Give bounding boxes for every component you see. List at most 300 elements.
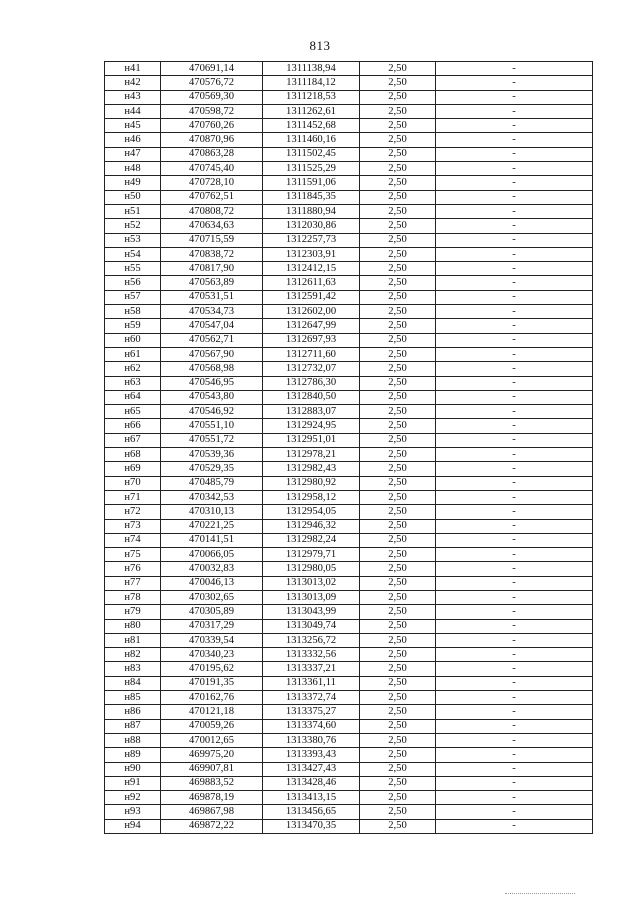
y-coordinate-cell: 1313013,02 xyxy=(263,576,360,590)
table-row xyxy=(105,590,593,604)
point-id-cell: н51 xyxy=(105,204,161,218)
table-row xyxy=(105,176,593,190)
table-row xyxy=(105,576,593,590)
x-coordinate-cell: 470567,90 xyxy=(161,347,263,361)
x-coordinate-cell: 470340,23 xyxy=(161,648,263,662)
x-coordinate-cell: 470817,90 xyxy=(161,262,263,276)
y-coordinate-cell: 1312697,93 xyxy=(263,333,360,347)
note-cell: - xyxy=(436,419,593,433)
accuracy-cell: 2,50 xyxy=(360,676,436,690)
y-coordinate-cell: 1313256,72 xyxy=(263,633,360,647)
table-row xyxy=(105,262,593,276)
x-coordinate-cell: 470760,26 xyxy=(161,119,263,133)
note-cell: - xyxy=(436,490,593,504)
table-row xyxy=(105,90,593,104)
accuracy-cell: 2,50 xyxy=(360,390,436,404)
point-id-cell: н80 xyxy=(105,619,161,633)
y-coordinate-cell: 1311525,29 xyxy=(263,162,360,176)
note-cell: - xyxy=(436,104,593,118)
x-coordinate-cell: 470539,36 xyxy=(161,448,263,462)
y-coordinate-cell: 1313470,35 xyxy=(263,819,360,833)
table-row xyxy=(105,390,593,404)
x-coordinate-cell: 470568,98 xyxy=(161,362,263,376)
note-cell: - xyxy=(436,133,593,147)
table-row xyxy=(105,147,593,161)
x-coordinate-cell: 470551,72 xyxy=(161,433,263,447)
y-coordinate-cell: 1311452,68 xyxy=(263,119,360,133)
x-coordinate-cell: 470141,51 xyxy=(161,533,263,547)
x-coordinate-cell: 470562,71 xyxy=(161,333,263,347)
note-cell: - xyxy=(436,776,593,790)
accuracy-cell: 2,50 xyxy=(360,219,436,233)
accuracy-cell: 2,50 xyxy=(360,347,436,361)
note-cell: - xyxy=(436,619,593,633)
y-coordinate-cell: 1313043,99 xyxy=(263,605,360,619)
point-id-cell: н75 xyxy=(105,548,161,562)
x-coordinate-cell: 470310,13 xyxy=(161,505,263,519)
point-id-cell: н58 xyxy=(105,305,161,319)
point-id-cell: н74 xyxy=(105,533,161,547)
note-cell: - xyxy=(436,791,593,805)
note-cell: - xyxy=(436,676,593,690)
x-coordinate-cell: 470808,72 xyxy=(161,204,263,218)
y-coordinate-cell: 1313427,43 xyxy=(263,762,360,776)
y-coordinate-cell: 1312257,73 xyxy=(263,233,360,247)
page-number: 813 xyxy=(309,38,331,53)
accuracy-cell: 2,50 xyxy=(360,204,436,218)
point-id-cell: н49 xyxy=(105,176,161,190)
point-id-cell: н84 xyxy=(105,676,161,690)
table-row xyxy=(105,162,593,176)
point-id-cell: н59 xyxy=(105,319,161,333)
x-coordinate-cell: 470529,35 xyxy=(161,462,263,476)
accuracy-cell: 2,50 xyxy=(360,333,436,347)
point-id-cell: н54 xyxy=(105,247,161,261)
y-coordinate-cell: 1312303,91 xyxy=(263,247,360,261)
x-coordinate-cell: 470728,10 xyxy=(161,176,263,190)
point-id-cell: н79 xyxy=(105,605,161,619)
table-row xyxy=(105,119,593,133)
accuracy-cell: 2,50 xyxy=(360,519,436,533)
point-id-cell: н42 xyxy=(105,76,161,90)
table-row xyxy=(105,605,593,619)
note-cell: - xyxy=(436,376,593,390)
y-coordinate-cell: 1312954,05 xyxy=(263,505,360,519)
note-cell: - xyxy=(436,633,593,647)
note-cell: - xyxy=(436,805,593,819)
accuracy-cell: 2,50 xyxy=(360,748,436,762)
y-coordinate-cell: 1313393,43 xyxy=(263,748,360,762)
y-coordinate-cell: 1311218,53 xyxy=(263,90,360,104)
accuracy-cell: 2,50 xyxy=(360,305,436,319)
point-id-cell: н64 xyxy=(105,390,161,404)
point-id-cell: н44 xyxy=(105,104,161,118)
x-coordinate-cell: 470534,73 xyxy=(161,305,263,319)
table-row xyxy=(105,519,593,533)
y-coordinate-cell: 1312591,42 xyxy=(263,290,360,304)
y-coordinate-cell: 1313332,56 xyxy=(263,648,360,662)
note-cell: - xyxy=(436,533,593,547)
point-id-cell: н48 xyxy=(105,162,161,176)
x-coordinate-cell: 470576,72 xyxy=(161,76,263,90)
x-coordinate-cell: 470059,26 xyxy=(161,719,263,733)
x-coordinate-cell: 470195,62 xyxy=(161,662,263,676)
point-id-cell: н62 xyxy=(105,362,161,376)
table-row xyxy=(105,505,593,519)
point-id-cell: н76 xyxy=(105,562,161,576)
point-id-cell: н78 xyxy=(105,590,161,604)
y-coordinate-cell: 1312980,92 xyxy=(263,476,360,490)
note-cell: - xyxy=(436,476,593,490)
x-coordinate-cell: 469883,52 xyxy=(161,776,263,790)
x-coordinate-cell: 469975,20 xyxy=(161,748,263,762)
accuracy-cell: 2,50 xyxy=(360,190,436,204)
table-row xyxy=(105,76,593,90)
x-coordinate-cell: 470317,29 xyxy=(161,619,263,633)
note-cell: - xyxy=(436,519,593,533)
y-coordinate-cell: 1311184,12 xyxy=(263,76,360,90)
y-coordinate-cell: 1312924,95 xyxy=(263,419,360,433)
note-cell: - xyxy=(436,90,593,104)
y-coordinate-cell: 1312786,30 xyxy=(263,376,360,390)
point-id-cell: н47 xyxy=(105,147,161,161)
y-coordinate-cell: 1312030,86 xyxy=(263,219,360,233)
note-cell: - xyxy=(436,433,593,447)
y-coordinate-cell: 1313413,15 xyxy=(263,791,360,805)
note-cell: - xyxy=(436,605,593,619)
table-row xyxy=(105,290,593,304)
table-row xyxy=(105,733,593,747)
accuracy-cell: 2,50 xyxy=(360,648,436,662)
point-id-cell: н56 xyxy=(105,276,161,290)
accuracy-cell: 2,50 xyxy=(360,462,436,476)
note-cell: - xyxy=(436,233,593,247)
x-coordinate-cell: 470012,65 xyxy=(161,733,263,747)
accuracy-cell: 2,50 xyxy=(360,691,436,705)
table-row xyxy=(105,376,593,390)
accuracy-cell: 2,50 xyxy=(360,147,436,161)
note-cell: - xyxy=(436,691,593,705)
x-coordinate-cell: 470121,18 xyxy=(161,705,263,719)
accuracy-cell: 2,50 xyxy=(360,805,436,819)
x-coordinate-cell: 470870,96 xyxy=(161,133,263,147)
table-row xyxy=(105,347,593,361)
x-coordinate-cell: 469878,19 xyxy=(161,791,263,805)
note-cell: - xyxy=(436,333,593,347)
x-coordinate-cell: 470046,13 xyxy=(161,576,263,590)
accuracy-cell: 2,50 xyxy=(360,633,436,647)
table-row xyxy=(105,619,593,633)
accuracy-cell: 2,50 xyxy=(360,276,436,290)
y-coordinate-cell: 1311502,45 xyxy=(263,147,360,161)
note-cell: - xyxy=(436,662,593,676)
accuracy-cell: 2,50 xyxy=(360,733,436,747)
note-cell: - xyxy=(436,190,593,204)
table-row xyxy=(105,533,593,547)
y-coordinate-cell: 1313337,21 xyxy=(263,662,360,676)
point-id-cell: н93 xyxy=(105,805,161,819)
table-body xyxy=(105,62,593,834)
y-coordinate-cell: 1313372,74 xyxy=(263,691,360,705)
note-cell: - xyxy=(436,719,593,733)
accuracy-cell: 2,50 xyxy=(360,590,436,604)
note-cell: - xyxy=(436,204,593,218)
y-coordinate-cell: 1312951,01 xyxy=(263,433,360,447)
point-id-cell: н68 xyxy=(105,448,161,462)
note-cell: - xyxy=(436,276,593,290)
point-id-cell: н87 xyxy=(105,719,161,733)
x-coordinate-cell: 470485,79 xyxy=(161,476,263,490)
accuracy-cell: 2,50 xyxy=(360,562,436,576)
x-coordinate-cell: 470543,80 xyxy=(161,390,263,404)
accuracy-cell: 2,50 xyxy=(360,76,436,90)
x-coordinate-cell: 470339,54 xyxy=(161,633,263,647)
accuracy-cell: 2,50 xyxy=(360,362,436,376)
y-coordinate-cell: 1312883,07 xyxy=(263,405,360,419)
table-row xyxy=(105,433,593,447)
y-coordinate-cell: 1311880,94 xyxy=(263,204,360,218)
note-cell: - xyxy=(436,648,593,662)
table-row xyxy=(105,462,593,476)
y-coordinate-cell: 1312946,32 xyxy=(263,519,360,533)
y-coordinate-cell: 1313375,27 xyxy=(263,705,360,719)
x-coordinate-cell: 470634,63 xyxy=(161,219,263,233)
x-coordinate-cell: 470032,83 xyxy=(161,562,263,576)
table-row xyxy=(105,548,593,562)
accuracy-cell: 2,50 xyxy=(360,762,436,776)
table-row xyxy=(105,676,593,690)
y-coordinate-cell: 1313374,60 xyxy=(263,719,360,733)
x-coordinate-cell: 470546,95 xyxy=(161,376,263,390)
accuracy-cell: 2,50 xyxy=(360,705,436,719)
accuracy-cell: 2,50 xyxy=(360,776,436,790)
note-cell: - xyxy=(436,762,593,776)
y-coordinate-cell: 1312611,63 xyxy=(263,276,360,290)
y-coordinate-cell: 1312602,00 xyxy=(263,305,360,319)
note-cell: - xyxy=(436,590,593,604)
note-cell: - xyxy=(436,390,593,404)
point-id-cell: н71 xyxy=(105,490,161,504)
y-coordinate-cell: 1312732,07 xyxy=(263,362,360,376)
coordinates-table xyxy=(104,61,593,834)
table-row xyxy=(105,719,593,733)
accuracy-cell: 2,50 xyxy=(360,319,436,333)
point-id-cell: н72 xyxy=(105,505,161,519)
x-coordinate-cell: 470066,05 xyxy=(161,548,263,562)
x-coordinate-cell: 470863,28 xyxy=(161,147,263,161)
accuracy-cell: 2,50 xyxy=(360,819,436,833)
point-id-cell: н73 xyxy=(105,519,161,533)
point-id-cell: н65 xyxy=(105,405,161,419)
y-coordinate-cell: 1313456,65 xyxy=(263,805,360,819)
point-id-cell: н70 xyxy=(105,476,161,490)
table-row xyxy=(105,691,593,705)
table-row xyxy=(105,333,593,347)
x-coordinate-cell: 469867,98 xyxy=(161,805,263,819)
accuracy-cell: 2,50 xyxy=(360,662,436,676)
x-coordinate-cell: 470762,51 xyxy=(161,190,263,204)
accuracy-cell: 2,50 xyxy=(360,119,436,133)
point-id-cell: н85 xyxy=(105,691,161,705)
accuracy-cell: 2,50 xyxy=(360,433,436,447)
point-id-cell: н41 xyxy=(105,62,161,76)
table-row xyxy=(105,662,593,676)
point-id-cell: н94 xyxy=(105,819,161,833)
accuracy-cell: 2,50 xyxy=(360,448,436,462)
y-coordinate-cell: 1313428,46 xyxy=(263,776,360,790)
y-coordinate-cell: 1313361,11 xyxy=(263,676,360,690)
point-id-cell: н81 xyxy=(105,633,161,647)
note-cell: - xyxy=(436,62,593,76)
x-coordinate-cell: 470598,72 xyxy=(161,104,263,118)
footer-divider xyxy=(505,893,575,895)
accuracy-cell: 2,50 xyxy=(360,791,436,805)
x-coordinate-cell: 470302,65 xyxy=(161,590,263,604)
x-coordinate-cell: 470547,04 xyxy=(161,319,263,333)
point-id-cell: н63 xyxy=(105,376,161,390)
table-row xyxy=(105,190,593,204)
x-coordinate-cell: 470838,72 xyxy=(161,247,263,261)
table-row xyxy=(105,562,593,576)
note-cell: - xyxy=(436,262,593,276)
point-id-cell: н43 xyxy=(105,90,161,104)
y-coordinate-cell: 1311845,35 xyxy=(263,190,360,204)
y-coordinate-cell: 1312982,24 xyxy=(263,533,360,547)
note-cell: - xyxy=(436,219,593,233)
point-id-cell: н57 xyxy=(105,290,161,304)
table-row xyxy=(105,805,593,819)
accuracy-cell: 2,50 xyxy=(360,376,436,390)
note-cell: - xyxy=(436,505,593,519)
point-id-cell: н90 xyxy=(105,762,161,776)
y-coordinate-cell: 1312412,15 xyxy=(263,262,360,276)
accuracy-cell: 2,50 xyxy=(360,505,436,519)
y-coordinate-cell: 1312979,71 xyxy=(263,548,360,562)
table-row xyxy=(105,204,593,218)
note-cell: - xyxy=(436,819,593,833)
y-coordinate-cell: 1311262,61 xyxy=(263,104,360,118)
note-cell: - xyxy=(436,748,593,762)
table-row xyxy=(105,748,593,762)
note-cell: - xyxy=(436,705,593,719)
table-row xyxy=(105,648,593,662)
x-coordinate-cell: 469907,81 xyxy=(161,762,263,776)
table-row xyxy=(105,305,593,319)
table-row xyxy=(105,104,593,118)
y-coordinate-cell: 1312980,05 xyxy=(263,562,360,576)
point-id-cell: н92 xyxy=(105,791,161,805)
note-cell: - xyxy=(436,290,593,304)
table-row xyxy=(105,233,593,247)
x-coordinate-cell: 470342,53 xyxy=(161,490,263,504)
y-coordinate-cell: 1311460,16 xyxy=(263,133,360,147)
x-coordinate-cell: 470715,59 xyxy=(161,233,263,247)
y-coordinate-cell: 1312647,99 xyxy=(263,319,360,333)
point-id-cell: н86 xyxy=(105,705,161,719)
x-coordinate-cell: 470305,89 xyxy=(161,605,263,619)
x-coordinate-cell: 470221,25 xyxy=(161,519,263,533)
point-id-cell: н91 xyxy=(105,776,161,790)
accuracy-cell: 2,50 xyxy=(360,104,436,118)
y-coordinate-cell: 1313013,09 xyxy=(263,590,360,604)
point-id-cell: н88 xyxy=(105,733,161,747)
y-coordinate-cell: 1312711,60 xyxy=(263,347,360,361)
point-id-cell: н60 xyxy=(105,333,161,347)
table-row xyxy=(105,819,593,833)
accuracy-cell: 2,50 xyxy=(360,605,436,619)
table-row xyxy=(105,791,593,805)
accuracy-cell: 2,50 xyxy=(360,476,436,490)
x-coordinate-cell: 470569,30 xyxy=(161,90,263,104)
point-id-cell: н61 xyxy=(105,347,161,361)
table-row xyxy=(105,776,593,790)
note-cell: - xyxy=(436,76,593,90)
point-id-cell: н82 xyxy=(105,648,161,662)
table-row xyxy=(105,490,593,504)
note-cell: - xyxy=(436,147,593,161)
point-id-cell: н52 xyxy=(105,219,161,233)
note-cell: - xyxy=(436,347,593,361)
x-coordinate-cell: 470162,76 xyxy=(161,691,263,705)
note-cell: - xyxy=(436,448,593,462)
accuracy-cell: 2,50 xyxy=(360,405,436,419)
y-coordinate-cell: 1312840,50 xyxy=(263,390,360,404)
table-row xyxy=(105,247,593,261)
x-coordinate-cell: 469872,22 xyxy=(161,819,263,833)
note-cell: - xyxy=(436,162,593,176)
table-row xyxy=(105,476,593,490)
note-cell: - xyxy=(436,576,593,590)
accuracy-cell: 2,50 xyxy=(360,133,436,147)
note-cell: - xyxy=(436,562,593,576)
table-row xyxy=(105,62,593,76)
table-row xyxy=(105,319,593,333)
note-cell: - xyxy=(436,405,593,419)
x-coordinate-cell: 470563,89 xyxy=(161,276,263,290)
note-cell: - xyxy=(436,319,593,333)
table-row xyxy=(105,419,593,433)
note-cell: - xyxy=(436,362,593,376)
table-row xyxy=(105,762,593,776)
accuracy-cell: 2,50 xyxy=(360,176,436,190)
accuracy-cell: 2,50 xyxy=(360,162,436,176)
point-id-cell: н69 xyxy=(105,462,161,476)
point-id-cell: н50 xyxy=(105,190,161,204)
y-coordinate-cell: 1312958,12 xyxy=(263,490,360,504)
point-id-cell: н83 xyxy=(105,662,161,676)
point-id-cell: н67 xyxy=(105,433,161,447)
y-coordinate-cell: 1312982,43 xyxy=(263,462,360,476)
table-row xyxy=(105,405,593,419)
point-id-cell: н53 xyxy=(105,233,161,247)
point-id-cell: н66 xyxy=(105,419,161,433)
x-coordinate-cell: 470691,14 xyxy=(161,62,263,76)
accuracy-cell: 2,50 xyxy=(360,719,436,733)
point-id-cell: н46 xyxy=(105,133,161,147)
accuracy-cell: 2,50 xyxy=(360,548,436,562)
note-cell: - xyxy=(436,305,593,319)
accuracy-cell: 2,50 xyxy=(360,490,436,504)
x-coordinate-cell: 470531,51 xyxy=(161,290,263,304)
note-cell: - xyxy=(436,247,593,261)
x-coordinate-cell: 470551,10 xyxy=(161,419,263,433)
y-coordinate-cell: 1311138,94 xyxy=(263,62,360,76)
table-row xyxy=(105,362,593,376)
x-coordinate-cell: 470546,92 xyxy=(161,405,263,419)
accuracy-cell: 2,50 xyxy=(360,419,436,433)
point-id-cell: н77 xyxy=(105,576,161,590)
x-coordinate-cell: 470191,35 xyxy=(161,676,263,690)
